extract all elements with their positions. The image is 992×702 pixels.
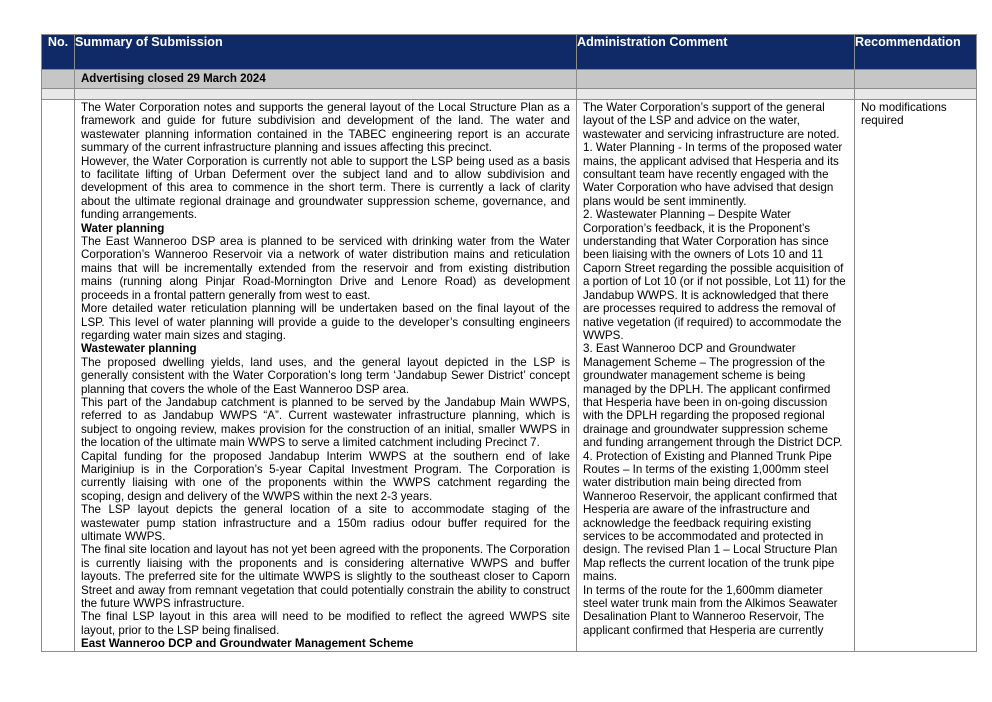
summary-heading-wastewater-planning: Wastewater planning	[81, 342, 197, 356]
recommendation-text: No modifications required	[861, 101, 947, 128]
administration-comment-cell	[577, 100, 855, 652]
summary-heading-water-planning: Water planning	[81, 221, 165, 235]
advertising-row	[42, 70, 977, 89]
spacer-row	[42, 89, 977, 100]
summary-heading-dcp: East Wanneroo DCP and Groundwater Management Scheme	[81, 637, 414, 651]
table-header-row	[42, 35, 977, 70]
summary-paragraph: The East Wanneroo DSP area is planned to be serviced with drinking water from the Water Corporation’s Wanneroo Reservoir via a network of water distribution mains and reticulation mains that will be incrementally extended from the reservoir and from existing distribution mains (running along Pinjar Road-Mornington Drive and Lenore Road) as development proceeds in a frontal pattern generally from west to east.	[81, 235, 570, 302]
summary-paragraph: The proposed dwelling yields, land uses, and the general layout depicted in the LSP is generally consistent with the Water Corporation’s long term ‘Jandabup Sewer District’ concept planning that covers the whole of the East Wanneroo DSP area.	[81, 355, 570, 396]
table-row	[42, 100, 977, 652]
advertising-no-cell	[42, 70, 75, 89]
admin-paragraph: 4. Protection of Existing and Planned Trunk Pipe Routes – In terms of the existing 1,000mm steel water distribution main being directed from Wanneroo Reservoir, the applicant confirmed that Hesperia are aware of the infrastructure and acknowledge the feedback requiring existing services to be accommodated and protected in design. The revised Plan 1 – Local Structure Plan Map reflects the current location of the trunk pipe mains.	[583, 449, 838, 584]
summary-paragraph: This part of the Jandabup catchment is planned to be served by the Jandabup Main WWPS, referred to as Jandabup WWPS “A”. Current wastewater infrastructure planning, which is subject to ongoing review, makes provision for the construction of an initial, smaller WWPS in the location of the ultimate main WWPS to serve a limited catchment including Precinct 7.	[81, 395, 570, 450]
advertising-admin-cell	[577, 70, 855, 89]
submission-number-cell	[42, 100, 75, 652]
submissions-table	[41, 34, 977, 652]
submission-summary-cell	[75, 100, 577, 652]
admin-paragraph: In terms of the route for the 1,600mm diameter steel water trunk main from the Alkimos Seawater Desalination Plant to Wanneroo Reservoir, The applicant confirmed that Hesperia are currently	[583, 583, 838, 637]
advertising-rec-cell	[855, 70, 977, 89]
header-no: No.	[42, 35, 75, 70]
summary-paragraph: The final LSP layout in this area will need to be modified to reflect the agreed WWPS site layout, prior to the LSP being finalised.	[81, 610, 570, 637]
recommendation-cell	[855, 100, 977, 652]
summary-paragraph: Capital funding for the proposed Jandabup Interim WWPS at the southern end of lake Mariginiup is in the Corporation’s 5-year Capital Investment Program. The Corporation is currently liaising with one of the proponents within the WWPS catchment regarding the scoping, design and delivery of the WWPS within the next 2-3 years.	[81, 449, 570, 503]
summary-paragraph: The LSP layout depicts the general location of a site to accommodate staging of the wastewater pump station infrastructure and a 150m radius odour buffer required for the ultimate WWPS.	[81, 503, 570, 543]
summary-paragraph: The Water Corporation notes and supports the general layout of the Local Structure Plan as a framework and guide for future subdivision and development of the land. The water and wastewater planning information contained in the TABEC engineering report is an accurate summary of the current infrastructure planning and issues affecting this precinct.	[81, 101, 570, 155]
admin-paragraph: The Water Corporation’s support of the general layout of the LSP and advice on the water, wastewater and servicing infrastructure are noted.	[583, 101, 840, 141]
admin-paragraph: 3. East Wanneroo DCP and Groundwater Management Scheme – The progression of the groundwater management scheme is being managed by the DPLH. The applicant confirmed that Hesperia have been in on-going discussion with the DPLH regarding the proposed regional drainage and groundwater suppression scheme and funding arrangement through the District DCP.	[583, 342, 843, 450]
advertising-closed-label: Advertising closed 29 March 2024	[75, 70, 577, 89]
summary-paragraph: More detailed water reticulation planning will be undertaken based on the final layout of the LSP. This level of water planning will provide a guide to the developer’s consulting engineers regarding water main sizes and staging.	[81, 302, 570, 342]
admin-paragraph: 1. Water Planning - In terms of the proposed water mains, the applicant advised that Hesperia and its consultant team have recently engaged with the Water Corporation who have advised that design plans would be sent imminently.	[583, 141, 843, 208]
admin-paragraph: 2. Wastewater Planning – Despite Water Corporation’s feedback, it is the Proponent’s understanding that Water Corporation has since been liaising with the owners of Lots 10 and 11 Caporn Street regarding the possible acquisition of a portion of Lot 10 (or if not possible, Lot 11) for the Jandabup WWPS. It is acknowledged that there are processes required to address the removal of native vegetation (if required) to accommodate the WWPS.	[583, 208, 846, 342]
summary-paragraph: However, the Water Corporation is currently not able to support the LSP being used as a basis to facilitate lifting of Urban Deferment over the subject land and to allow subdivision and development of this area to commence in the short term. There is currently a lack of clarity about the ultimate regional drainage and groundwater suppression scheme, governance, and funding arrangements.	[81, 154, 570, 222]
header-recommendation: Recommendation	[855, 35, 977, 70]
header-admin-comment: Administration Comment	[577, 35, 855, 70]
header-summary: Summary of Submission	[75, 35, 577, 70]
summary-paragraph: The final site location and layout has not yet been agreed with the proponents. The Corporation is currently liaising with the proponents and is considering alternative WWPS and buffer layouts. The preferred site for the ultimate WWPS is slightly to the southeast closer to Caporn Street and away from remnant vegetation that could potentially constrain the ability to construct the future WWPS infrastructure.	[81, 543, 570, 611]
